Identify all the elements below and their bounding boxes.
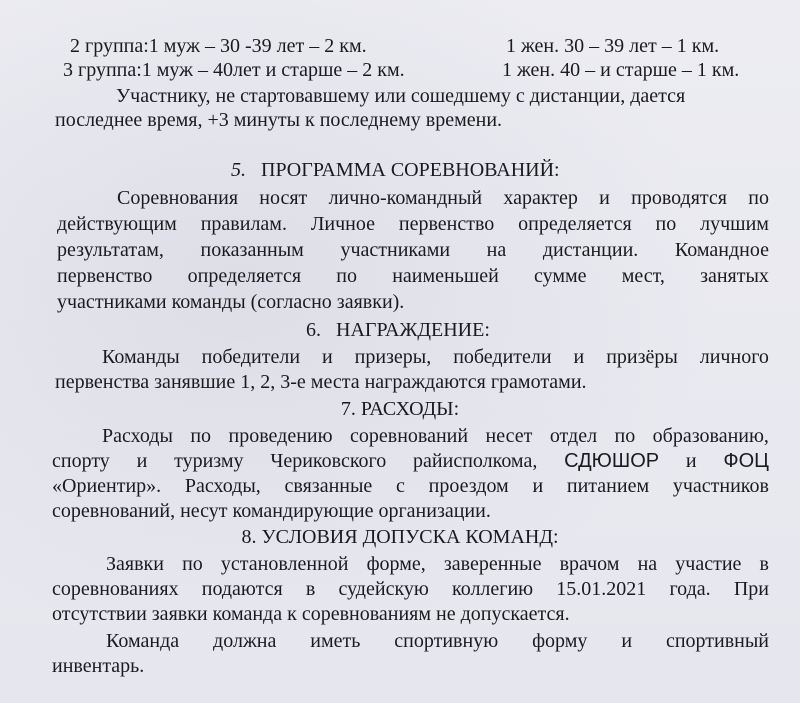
word: СДЮШОР — [564, 450, 660, 472]
word: Соревнования — [117, 187, 239, 209]
word: проводятся — [631, 187, 727, 209]
word: по — [614, 425, 636, 447]
word: по — [190, 425, 212, 447]
word: питанием — [566, 475, 650, 497]
word: определяется — [518, 213, 632, 235]
word: и — [685, 450, 697, 472]
section8-line-1 — [106, 552, 769, 576]
word: в — [305, 578, 316, 600]
penalty-line-1: Участнику, не стартовавшему или сошедшему с дистанции, дается — [116, 85, 686, 107]
word: действующим — [57, 213, 177, 235]
group3-men: 3 группа:1 муж – 40лет и старше – 2 км. — [63, 59, 405, 81]
word: Личное — [310, 213, 375, 235]
section8-line-3: отсутствии заявки команда к соревнованиям не допускается. — [52, 603, 570, 625]
word: года. — [669, 578, 711, 600]
word: показанным — [200, 239, 304, 261]
section6-line-1 — [102, 345, 769, 369]
word: призёры — [606, 346, 678, 368]
word: по — [336, 265, 357, 287]
word: подаются — [201, 578, 283, 600]
section7-line-2 — [52, 449, 769, 473]
section5-number: 5. — [231, 159, 246, 181]
word: и — [599, 187, 610, 209]
word: на — [637, 553, 658, 575]
word: форме, — [366, 553, 426, 575]
word: форму — [532, 630, 588, 652]
group3-women: 1 жен. 40 – и старше – 1 км. — [502, 59, 740, 81]
word: ФОЦ — [723, 450, 769, 472]
word: связанные — [284, 475, 373, 497]
section7-heading: 7. РАСХОДЫ: — [340, 398, 460, 420]
word: участие — [675, 553, 742, 575]
section5-line-4 — [57, 264, 769, 288]
word: победители — [453, 346, 552, 368]
word: проведению — [228, 425, 333, 447]
word: судейскую — [338, 578, 429, 600]
word: первенство — [57, 265, 153, 287]
word: врачом — [559, 553, 620, 575]
word: занятых — [700, 265, 769, 287]
section5-heading — [231, 158, 560, 182]
word: должна — [213, 630, 277, 652]
word: сумме — [534, 265, 587, 287]
word: лично-командный — [328, 187, 483, 209]
section6-title: НАГРАЖДЕНИЕ: — [336, 319, 490, 341]
word: отдел — [549, 425, 598, 447]
word: по — [748, 187, 769, 209]
section7-line-3 — [52, 474, 769, 498]
word: установленной — [220, 553, 349, 575]
word: райисполкома, — [413, 450, 538, 472]
word: Расходы, — [184, 475, 261, 497]
word: призеры, — [354, 346, 432, 368]
penalty-line-2: последнее время, +3 минуты к последнему времени. — [55, 109, 503, 131]
word: с — [396, 475, 405, 497]
word: мест, — [621, 265, 665, 287]
word: 15.01.2021 — [556, 578, 647, 600]
word: носят — [259, 187, 308, 209]
word: характер — [503, 187, 578, 209]
word: образованию, — [652, 425, 769, 447]
word: и — [621, 630, 633, 652]
word: коллегию — [452, 578, 534, 600]
section7-line-4: соревнований, несут командирующие организации. — [52, 500, 491, 522]
section6-heading — [306, 318, 490, 342]
section5-line-1 — [117, 186, 769, 210]
word: Команда — [106, 630, 180, 652]
section6-line-2: первенства занявшие 1, 2, 3-е места награждаются грамотами. — [55, 371, 587, 393]
section8-line-5: инвентарь. — [52, 655, 145, 677]
word: победители — [201, 346, 301, 368]
word: по — [182, 553, 203, 575]
word: наименьшей — [392, 265, 499, 287]
group2-women: 1 жен. 30 – 39 лет – 1 км. — [506, 35, 720, 57]
word: При — [733, 578, 769, 600]
word: и — [321, 346, 333, 368]
word: Чериковского — [270, 450, 387, 472]
word: Команды — [102, 346, 180, 368]
word: проездом — [428, 475, 509, 497]
section7-line-1 — [102, 424, 769, 448]
word: определяется — [187, 265, 302, 287]
section6-number: 6. — [306, 319, 321, 341]
group2-men: 2 группа:1 муж – 30 -39 лет – 2 км. — [70, 35, 367, 57]
word: иметь — [310, 630, 361, 652]
word: участниками — [340, 239, 451, 261]
word: соревнованиях — [52, 578, 179, 600]
word: по — [655, 213, 677, 235]
word: дистанции. — [542, 239, 639, 261]
word: в — [759, 553, 769, 575]
word: и — [573, 346, 585, 368]
word: Расходы — [102, 425, 173, 447]
word: «Ориентир». — [52, 475, 162, 497]
word: на — [486, 239, 507, 261]
word: результатам, — [57, 239, 164, 261]
word: спортивный — [665, 630, 769, 652]
word: Командное — [674, 239, 769, 261]
word: правилам. — [200, 213, 287, 235]
word: Заявки — [106, 553, 164, 575]
word: несет — [485, 425, 533, 447]
word: спорту — [52, 450, 110, 472]
word: и — [532, 475, 544, 497]
word: личного — [699, 346, 769, 368]
word: участников — [672, 475, 769, 497]
word: спортивную — [394, 630, 499, 652]
section5-line-3 — [57, 238, 769, 262]
word: лучшим — [700, 213, 769, 235]
word: первенство — [398, 213, 495, 235]
section8-line-4 — [106, 629, 769, 653]
word: туризму — [174, 450, 244, 472]
section5-line-5: участниками команды (согласно заявки). — [57, 291, 405, 313]
section5-title: ПРОГРАММА СОРЕВНОВАНИЙ: — [261, 159, 560, 181]
section5-line-2 — [57, 212, 769, 236]
section8-heading: 8. УСЛОВИЯ ДОПУСКА КОМАНД: — [241, 526, 559, 548]
word: заверенные — [443, 553, 542, 575]
section8-line-2 — [52, 577, 769, 601]
word: и — [136, 450, 148, 472]
word: соревнований — [350, 425, 469, 447]
